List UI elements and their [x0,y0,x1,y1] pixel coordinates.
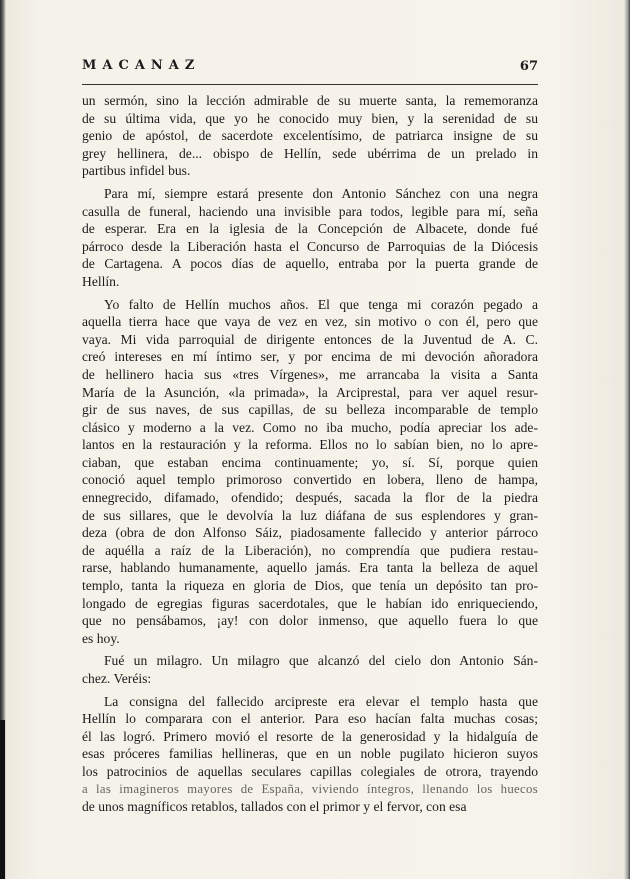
text-line: aquella tierra hace que vaya de vez en vez, sin motivo o con él, pero que [82,314,538,330]
text-line: longado de egregias figuras sacerdotales, que le habían ido enriqueciendo, [82,595,538,611]
text-line: de su última vida, que yo he conocido muy bien, y la serenidad de su [82,110,538,126]
text-line: Yo falto de Hellín muchos años. El que tenga mi corazón pegado a [104,296,538,312]
text-line: Hellín lo comparara con el anterior. Para eso hacían falta muchas cosas; [82,711,538,727]
paragraph [82,296,538,648]
text-line: gir de sus naves, de sus capillas, de su belleza incomparable de templo [82,402,538,418]
paragraph [82,185,538,291]
text-line: de sus sillares, que le devolvía la luz diáfana de sus esplendores y gran- [82,507,538,523]
text-line: es hoy. [82,630,120,646]
text-line: los patrocinios de aquellas seculares capillas colegiales de otrora, trayendo [82,763,538,779]
text-line: genio de apóstol, de sacerdote excelentísimo, de patriarca insigne de su [82,128,538,144]
text-line: rarse, hablando humanamente, aquello jamás. Era tanta la belleza de aquel [82,560,538,576]
text-line: vaya. Mi vida parroquial de dirigente entonces de la Juventud de A. C. [82,331,538,347]
page-number: 67 [519,59,538,74]
body-text [82,92,538,816]
text-line: La consigna del fallecido arcipreste era elevar el templo hasta que [104,693,538,709]
running-head: MACANAZ [82,58,201,73]
text-line: de hellinero hacia sus «tres Vírgenes», me arrancaba la visita a Santa [82,366,538,382]
text-line: él las logró. Primero movió el resorte de la generosidad y la hidalguía de [82,728,538,744]
page-right-edge-shadow [624,0,630,879]
text-line: ennegrecido, difamado, ofendido; después, sacada la flor de la piedra [82,490,538,506]
header-rule [82,84,538,85]
text-line: clásico y moderno a la vez. Como no iba mucho, podía apreciar los ade- [82,419,538,435]
text-line: partibus infidel bus. [82,163,191,179]
text-line: esas próceres familias hellineras, que en un noble pugilato hicieron suyos [82,746,538,762]
page-header [82,58,538,82]
text-line: chez. Veréis: [82,671,152,686]
text-line: Para mí, siempre estará presente don Antonio Sánchez con una negra [104,185,538,201]
text-line: templo, tanta la riqueza en gloria de Dios, que tenía un depósito tan pro- [82,578,538,594]
text-line: María de la Asunción, «la primada», la Arciprestal, para ver aquel resur- [82,384,538,400]
text-line: de Cartagena. A pocos días de aquello, entraba por la puerta grande de [82,256,538,272]
text-line: Hellín. [82,273,120,289]
text-line: conoció aquel templo primoroso convertido en lobera, lleno de hampa, [82,472,538,488]
text-line: de unos magníficos retablos, tallados con el primor y el fervor, con esa [82,799,467,815]
paragraph [82,693,538,816]
text-line: deza (obra de don Alfonso Sáiz, piadosamente fallecido y anterior párroco [82,525,538,541]
text-line: que no pensábamos, ¡ay! con dolor inmenso, que aquello fuera lo que [82,613,538,629]
text-line: ciaban, que estaban encima continuamente; yo, sí. Sí, porque quien [82,454,538,470]
text-line: de esperar. Era en la iglesia de la Concepción de Albacete, donde fué [82,221,538,237]
text-line: Fué un milagro. Un milagro que alcanzó del cielo don Antonio Sán- [104,653,538,669]
binding-shadow [0,720,5,879]
text-line: creó intereses en mí íntimo ser, y por encima de mi devoción añoradora [82,349,538,365]
text-line: párroco desde la Liberación hasta el Concurso de Parroquias de la Diócesis [82,238,538,254]
paragraph [82,92,538,180]
text-line: un sermón, sino la lección admirable de su muerte santa, la rememoranza [82,93,538,108]
text-line: de aquélla a raíz de la Liberación), no comprendía que pudiera restau- [82,542,538,558]
text-line: casulla de funeral, haciendo una invisible para todos, legible para mí, seña [82,203,538,219]
paragraph [82,652,538,687]
text-line: a las imagineros mayores de España, viviendo íntegros, llenando los huecos [82,781,538,796]
text-line: grey hellinera, de... obispo de Hellín, sede ubérrima de un prelado in [82,145,538,161]
text-line: lantos en la restauración y la reforma. Ellos no lo sabían bien, no lo apre- [82,437,538,453]
